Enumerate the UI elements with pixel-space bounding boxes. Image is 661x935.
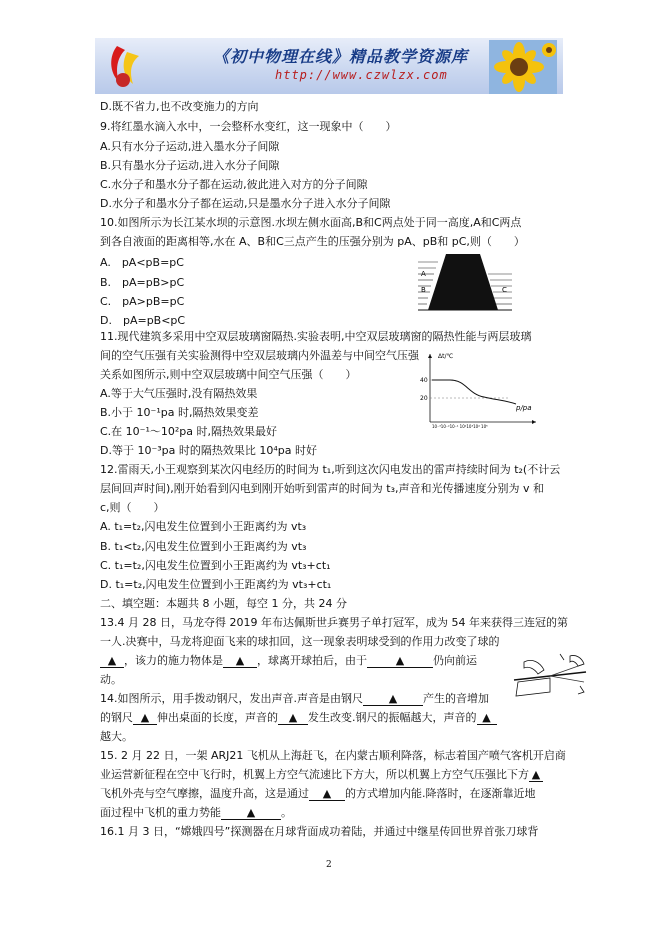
dam-label-c: C (502, 286, 507, 294)
page-number: 2 (326, 860, 332, 870)
q9-option-b: B.只有墨水分子运动,进入水分子间隙 (100, 159, 280, 172)
logo-icon (103, 42, 151, 90)
temperature-pressure-graph (420, 350, 540, 430)
graph-x-label: p/pa (516, 404, 532, 412)
q15-stem-4: 面过程中飞机的重力势能 ▲ 。 (100, 806, 292, 819)
answer-blank[interactable]: ▲ (363, 692, 423, 706)
q12-stem-1: 12.雷雨天,小王观察到某次闪电经历的时间为 t₁,听到这次闪电发出的雷声持续时间为 t₂(不计云 (100, 463, 561, 476)
q13-stem-3: ▲ ，该力的施力物体是 ▲ ，球离开球拍后，由于 ▲ 仍向前运 (100, 654, 477, 668)
q12-option-b: B. t₁<t₂,闪电发生位置到小王距离约为 vt₃ (100, 540, 307, 553)
q14-stem-2: 的钢尺 ▲ 伸出桌面的长度，声音的 ▲ 发生改变.钢尺的振幅越大，声音的 ▲ (100, 711, 497, 725)
answer-blank[interactable]: ▲ (133, 711, 157, 725)
q9-option-a: A.只有水分子运动,进入墨水分子间隙 (100, 140, 280, 153)
answer-blank[interactable]: ▲ (529, 768, 543, 782)
q8-option-d: D.既不省力,也不改变施力的方向 (100, 100, 259, 113)
q12-option-d: D. t₁=t₂,闪电发生位置到小王距离约为 vt₃+ct₁ (100, 578, 332, 591)
banner-title: 《初中物理在线》精品教学资源库 (213, 47, 469, 66)
q13-stem-1: 13.4 月 28 日，马龙夺得 2019 年布达佩斯世乒赛男子单打冠军，成为 54 年来获得三连冠的第 (100, 616, 568, 629)
q15-stem-1: 15. 2 月 22 日，一架 ARJ21 飞机从上海赶飞，在内蒙古顺利降落，标志着国产喷气客机开启商 (100, 749, 566, 762)
answer-blank[interactable]: ▲ (221, 806, 281, 820)
q10-stem-1: 10.如图所示为长江某水坝的示意图.水坝左侧水面高,B和C两点处于同一高度,A和C两点 (100, 216, 522, 229)
q10-stem-2: 到各自液面的距离相等,水在 A、B和C三点产生的压强分别为 pA、pB和 pC,则（ ） (100, 235, 525, 248)
q11-option-d: D.等于 10⁻³pa 时的隔热效果比 10⁴pa 时好 (100, 444, 318, 457)
q11-stem-3: 关系如图所示,则中空双层玻璃中间空气压强（ ） (100, 368, 357, 381)
q11-option-c: C.在 10⁻¹～10²pa 时,隔热效果最好 (100, 425, 278, 438)
q14-stem-1: 14.如图所示，用手拨动钢尺，发出声音.声音是由钢尺 ▲ 产生的音增加 (100, 692, 489, 705)
header-banner (95, 38, 563, 94)
dam-label-b: B (421, 286, 426, 294)
q10-option-b: B. pA=pB>pC (100, 276, 185, 289)
q9-stem: 9.将红墨水滴入水中，一会整杯水变红，这一现象中（ ） (100, 120, 397, 133)
q12-stem-2: 层间回声时间),刚开始看到闪电到刚开始听到雷声的时间为 t₃,声音和光传播速度分别为 v 和 (100, 482, 545, 495)
answer-blank[interactable]: ▲ (100, 654, 124, 668)
q14-stem-3: 越大。 (100, 730, 133, 743)
q10-option-d: D. pA=pB<pC (100, 314, 186, 327)
q12-stem-3: c,则（ ） (100, 501, 165, 514)
dam-label-a: A (421, 270, 426, 278)
q9-option-c: C.水分子和墨水分子都在运动,彼此进入对方的分子间隙 (100, 178, 368, 191)
answer-blank[interactable]: ▲ (477, 711, 497, 725)
q10-option-a: A. pA<pB=pC (100, 256, 184, 269)
section-fill-blank-heading: 二、填空题：本题共 8 小题，每空 1 分，共 24 分 (100, 597, 347, 610)
q13-stem-4: 动。 (100, 673, 122, 686)
answer-blank[interactable]: ▲ (223, 654, 257, 668)
q11-option-a: A.等于大气压强时,没有隔热效果 (100, 387, 258, 400)
sunflower-icon (489, 40, 557, 94)
q9-option-d: D.水分子和墨水分子都在运动,只是墨水分子进入水分子间隙 (100, 197, 391, 210)
q15-stem-3: 飞机外壳与空气摩擦，温度升高，这是通过 ▲ 的方式增加内能.降落时，在逐渐靠近地 (100, 787, 536, 800)
graph-y-tick: 40 (420, 377, 428, 384)
q12-option-c: C. t₁=t₂,闪电发生位置到小王距离约为 vt₃+ct₁ (100, 559, 331, 572)
q11-stem-1: 11.现代建筑多采用中空双层玻璃窗隔热.实验表明,中空双层玻璃窗的隔热性能与两层玻璃 (100, 330, 532, 343)
q15-stem-2: 业运营新征程在空中飞行时，机翼上方空气流速比下方大，所以机翼上方空气压强比下方 ▲ (100, 768, 543, 782)
answer-blank[interactable]: ▲ (367, 654, 433, 668)
q13-stem-2: 一人.决赛中，马龙将迎面飞来的球扣回，这一现象表明球受到的作用力改变了球的 (100, 635, 500, 648)
graph-y-label: Δt/℃ (438, 353, 454, 360)
answer-blank[interactable]: ▲ (309, 787, 345, 801)
graph-x-ticks: 10⁻³10⁻²10⁻¹ 10²10³10⁴ 10⁵ (432, 424, 488, 429)
answer-blank[interactable]: ▲ (278, 711, 308, 725)
q11-option-b: B.小于 10⁻¹pa 时,隔热效果变差 (100, 406, 259, 419)
graph-y-tick: 20 (420, 395, 428, 402)
q16-stem-1: 16.1 月 3 日，“嫦娥四号”探测器在月球背面成功着陆，并通过中继星传回世界首张刀球背 (100, 825, 539, 838)
steel-ruler-figure (510, 652, 590, 702)
banner-url[interactable]: http://www.czwlzx.com (275, 68, 448, 82)
q12-option-a: A. t₁=t₂,闪电发生位置到小王距离约为 vt₃ (100, 520, 307, 533)
q11-stem-2: 间的空气压强有关实验测得中空双层玻璃内外温差与中间空气压强 (100, 349, 419, 362)
dam-figure (418, 252, 512, 314)
q10-option-c: C. pA>pB=pC (100, 295, 185, 308)
